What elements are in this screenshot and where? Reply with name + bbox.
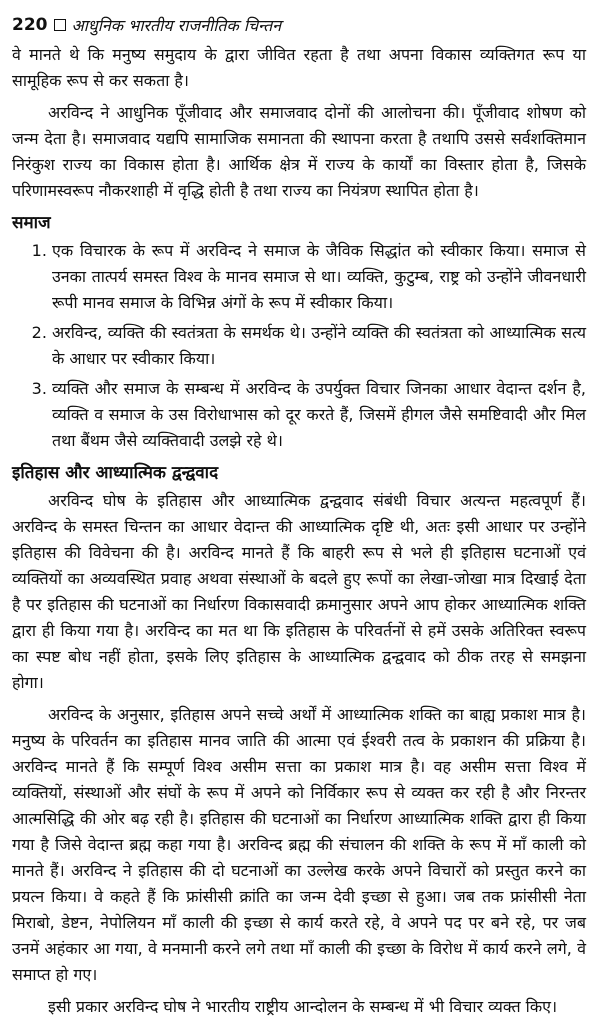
intro-paragraph: वे मानते थे कि मनुष्य समुदाय के द्वारा जीवित रहता है तथा अपना विकास व्यक्तिगत रूप या सामूहिक रूप से कर सकता है।	[12, 45, 586, 90]
section-heading-society: समाज	[12, 213, 51, 233]
page-header	[12, 14, 586, 36]
capitalism-paragraph: अरविन्द ने आधुनिक पूँजीवाद और समाजवाद दोनों की आलोचना की। पूँजीवाद शोषण को जन्म देता है। समाजवाद यद्यपि सामाजिक समानता की स्थापना करता है तथापि उससे सर्वशक्तिमान निरंकुश राज्य का विकास होता है। आर्थिक क्षेत्र में राज्य के कार्यों का विस्तार होता है, जिसके परिणामस्वरूप नौकरशाही में वृद्धि होती है तथा राज्य का नियंत्रण स्थापित होता है।	[12, 103, 586, 200]
list-item: 3. व्यक्ति और समाज के सम्बन्ध में अरविन्द के उपर्युक्त विचार जिनका आधार वेदान्त दर्शन है, व्यक्ति व समाज के उस विरोधाभास को दूर करते हैं, जिसमें हीगल जैसे समष्टिवादी और मिल तथा बैंथम जैसे व्यक्तिवादी उलझे रहे थे।	[52, 376, 586, 454]
running-title: आधुनिक भारतीय राजनीतिक चिन्तन	[71, 16, 282, 35]
square-bullet-icon	[54, 19, 66, 31]
list-item: 2. अरविन्द, व्यक्ति की स्वतंत्रता के समर्थक थे। उन्होंने व्यक्ति की स्वतंत्रता को आध्यात्मिक सत्य के आधार पर स्वीकार किया।	[52, 320, 586, 372]
history-paragraph: इसी प्रकार अरविन्द घोष ने भारतीय राष्ट्रीय आन्दोलन के सम्बन्ध में भी विचार व्यक्त किए।	[48, 997, 558, 1016]
page-number: 220	[12, 15, 48, 35]
history-paragraph: अरविन्द घोष के इतिहास और आध्यात्मिक द्वन्द्ववाद संबंधी विचार अत्यन्त महत्वपूर्ण हैं। अरविन्द के समस्त चिन्तन का आधार वेदान्त की आध्यात्मिक दृष्टि थी, अतः इसी आधार पर उन्होंने इतिहास की विवेचना की है। अरविन्द मानते हैं कि बाहरी रूप से भले ही इतिहास घटनाओं एवं व्यक्तियों का अव्यवस्थित प्रवाह अथवा संस्थाओं के बदले हुए रूपों का लेखा-जोखा मात्र दिखाई देता है पर इतिहास की घटनाओं का निर्धारण विकासवादी क्रमानुसार अपने आप होकर आध्यात्मिक शक्ति द्वारा ही किया गया है। अरविन्द का मत था कि इतिहास के परिवर्तनों से हमें उसके अतिरिक्त स्वरूप का स्पष्ट बोध नहीं होता, इसके लिए इतिहास के आध्यात्मिक द्वन्द्ववाद को ठीक तरह से समझना होगा।	[12, 491, 586, 692]
section-heading-history: इतिहास और आध्यात्मिक द्वन्द्ववाद	[12, 463, 219, 483]
society-list	[12, 238, 586, 454]
history-paragraph: अरविन्द के अनुसार, इतिहास अपने सच्चे अर्थों में आध्यात्मिक शक्ति का बाह्य प्रकाश मात्र है। मनुष्य के परिवर्तन का इतिहास मानव जाति की आत्मा एवं ईश्वरी तत्व के प्रकाशन की प्रक्रिया है। अरविन्द मानते हैं कि सम्पूर्ण विश्व असीम सत्ता का प्रकाश मात्र है। वह असीम सत्ता विश्व में व्यक्तियों, संस्थाओं और संघों के रूप में अपने को निर्विकार रूप से व्यक्त कर रही है और निरन्तर आत्मसिद्धि की ओर बढ़ रही है। इतिहास की घटनाओं का निर्धारण आध्यात्मिक शक्ति द्वारा ही किया गया है जिसे वेदान्त ब्रह्म कहा गया है। अरविन्द ब्रह्म की संचालन की शक्ति के रूप में माँ काली को मानते हैं। अरविन्द ने इतिहास की दो घटनाओं का उल्लेख करके अपने विचारों को प्रस्तुत करने का प्रयत्न किया। वे कहते हैं कि फ्रांसीसी क्रांति का जन्म देवी इच्छा से हुआ। जब तक फ्रांसीसी नेता मिराबो, डेष्टन, नेपोलियन माँ काली की इच्छा से कार्य करते रहे, वे अपने पद पर बने रहे, पर जब उनमें अहंकार आ गया, वे मनमानी करने लगे तथा माँ काली की इच्छा के विरोध में कार्य करने लगे, वे समाप्त हो गए।	[12, 705, 586, 984]
list-item: 1. एक विचारक के रूप में अरविन्द ने समाज के जैविक सिद्धांत को स्वीकार किया। समाज से उनका तात्पर्य समस्त विश्व के मानव समाज से था। व्यक्ति, कुटुम्ब, राष्ट्र को उन्होंने जीवनधारी रूपी मानव समाज के विभिन्न अंगों के रूप में स्वीकार किया।	[52, 238, 586, 316]
